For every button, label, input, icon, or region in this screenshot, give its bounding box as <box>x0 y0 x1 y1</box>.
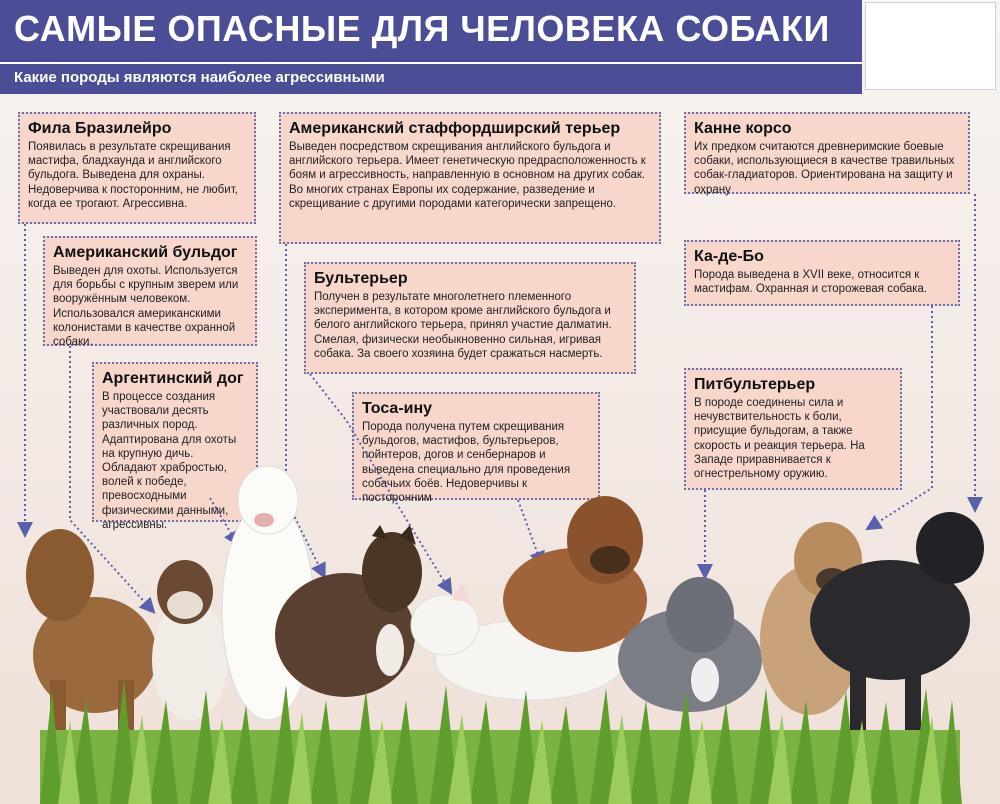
breed-description: Порода выведена в XVII веке, относится к мастифам. Охранная и сторожевая собака. <box>694 269 928 296</box>
page-title: САМЫЕ ОПАСНЫЕ ДЛЯ ЧЕЛОВЕКА СОБАКИ <box>14 8 830 49</box>
dog-american-bulldog <box>152 560 228 720</box>
connector-ca-de-bou <box>872 306 932 526</box>
dog-fila-brasileiro <box>26 529 157 740</box>
breed-title: Фила Бразилейро <box>28 120 172 137</box>
breed-title: Американский стаффордширский терьер <box>289 120 621 137</box>
breed-description: Получен в результате многолетнего племенного эксперимента, в котором кроме английского бульдога и белого английского терьера, принял участие далматин. Смелая, физически необыкновенно сильная, игривая собака. За своего хозяина будет сражаться насмерть. <box>314 291 612 360</box>
connector-tosa <box>518 500 540 560</box>
breed-title: Канне корсо <box>694 120 792 137</box>
breed-title: Тоса-ину <box>362 400 433 417</box>
breed-title: Американский бульдог <box>53 244 238 261</box>
breed-title: Питбультерьер <box>694 376 816 393</box>
breed-description: Выведен посредством скрещивания английского бульдога и английского терьера. Имеет генетическую предрасположенность к боям и агрессивность, направленную в основном на других собак. Во многих странах Европы их содержание, разведение и скрещивание с другими породами категорически запрещено. <box>289 141 646 210</box>
breed-description: В процессе создания участвовали десять различных пород. Адаптирована для охоты на крупную дичь. Обладают храбростью, волей к победе, превосходными физическими данными, агрессивны. <box>102 391 237 531</box>
breed-description: Появилась в результате скрещивания мастифа, бладхаунда и английского бульдога. Выведена для охраны. Недоверчива к посторонним, не любит, когда ее трогают. Агрессивна. <box>28 141 238 210</box>
breed-description: Их предком считаются древнеримские боевые собаки, использующиеся в качестве травильных собак-гладиаторов. Ориентирована на защиту и охрану <box>694 141 955 196</box>
breed-title: Ка-де-Бо <box>694 248 764 265</box>
breed-description: Выведен для охоты. Используется для борьбы с крупным зверем или вооружённым человеком. Использовался американскими колонистами в качестве охранной собаки. <box>53 265 239 349</box>
page-subtitle: Какие породы являются наиболее агрессивными <box>14 69 385 86</box>
breed-description: Порода получена путем скрещивания бульдогов, мастифов, бультерьеров, пойнтеров, догов и сенбернаров и выведена специально для проведения собачьих боёв. Недоверчивы к посторонним <box>362 421 571 505</box>
breed-title: Бультерьер <box>314 270 408 287</box>
breed-title: Аргентинский дог <box>102 370 244 387</box>
breed-description: В породе соединены сила и нечувствительность к боли, присущие бульдогам, а также скорость и реакция терьера. На Западе приравнивается к огнестрельному оружию. <box>694 397 865 481</box>
connector-dogo <box>210 498 235 540</box>
